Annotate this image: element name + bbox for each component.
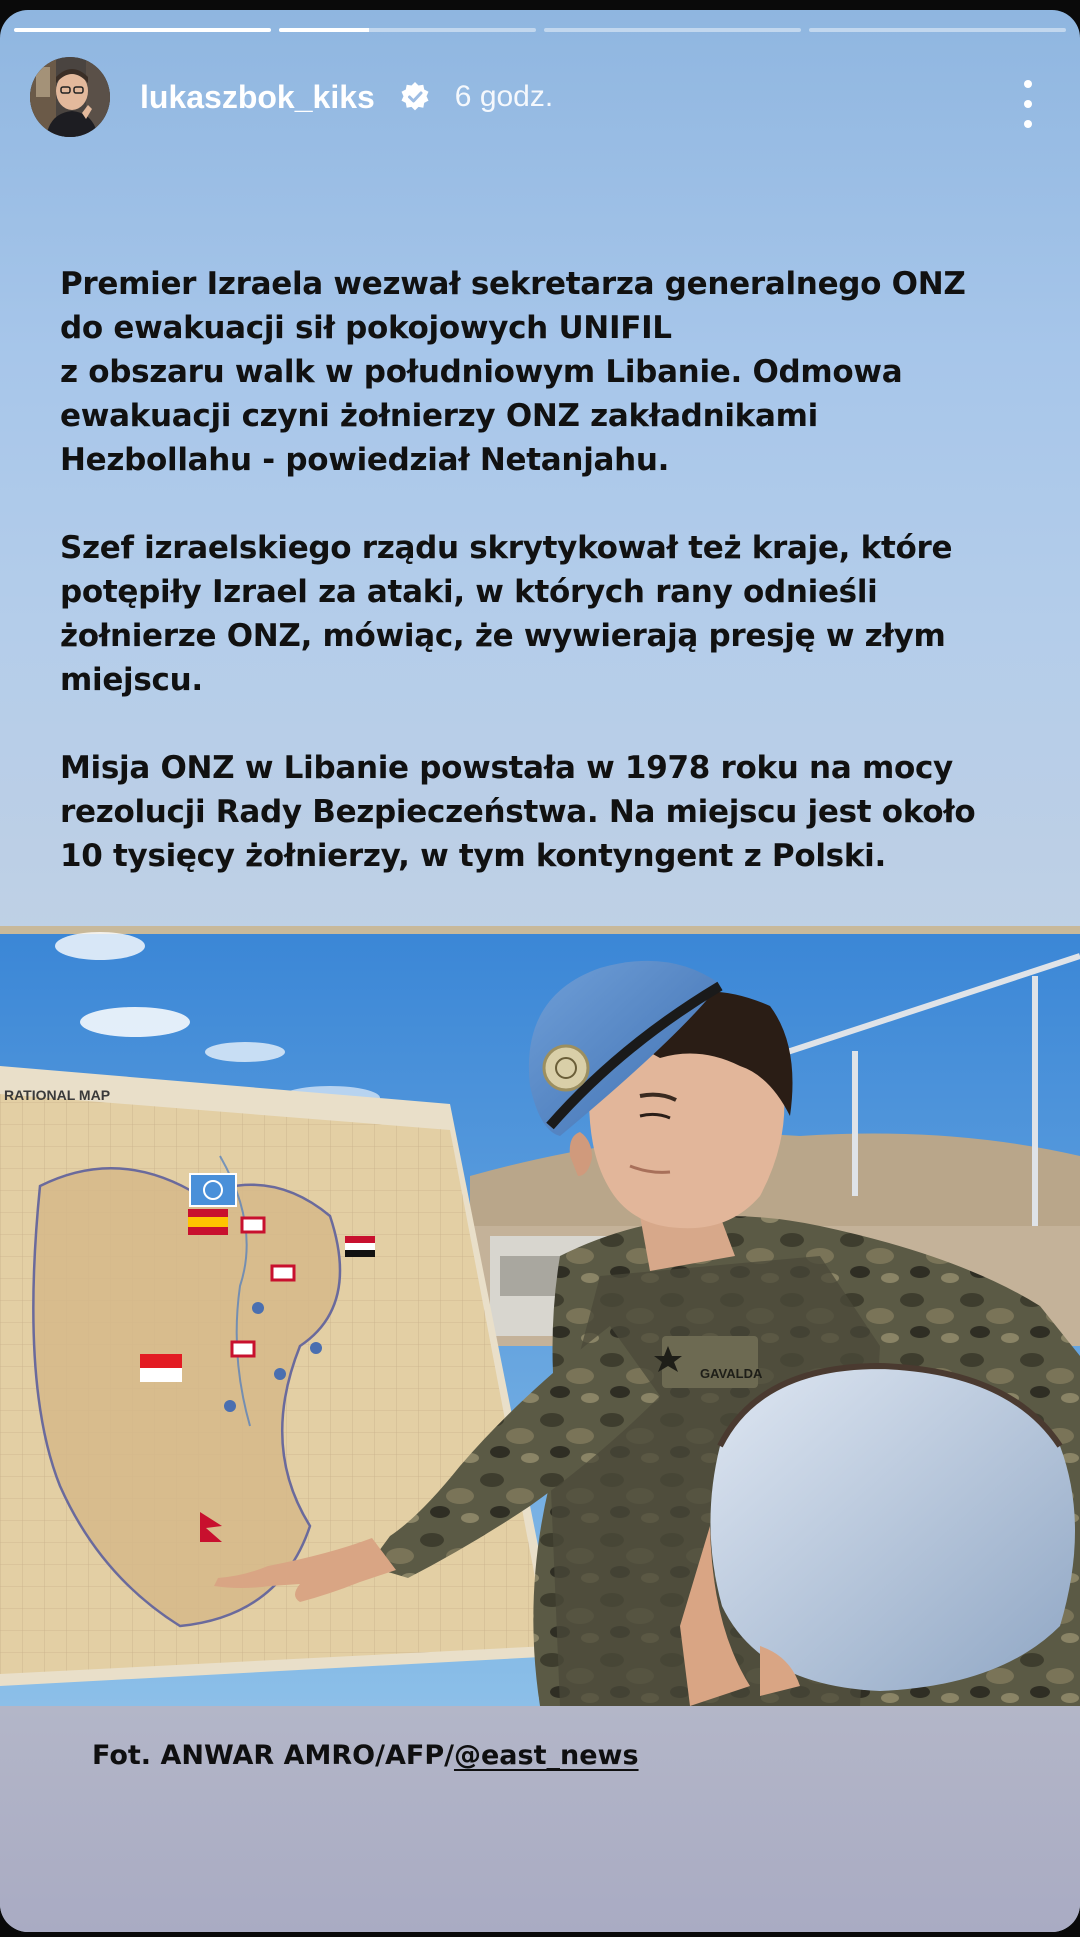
progress-segment bbox=[279, 28, 536, 32]
post-photo bbox=[0, 926, 1080, 1706]
story-container[interactable] bbox=[0, 10, 1080, 1932]
more-options-button[interactable] bbox=[1016, 80, 1040, 128]
photo-credit-handle[interactable]: @east_news bbox=[453, 1740, 639, 1771]
more-dots-icon bbox=[1024, 80, 1032, 88]
story-progress-bar bbox=[14, 28, 1066, 32]
photo-credit-prefix: Fot. ANWAR AMRO/AFP/ bbox=[92, 1740, 454, 1771]
un-soldier-map-photo bbox=[0, 926, 1080, 1706]
verified-badge-icon bbox=[399, 81, 431, 113]
progress-segment bbox=[544, 28, 801, 32]
post-time: 6 godz. bbox=[454, 80, 554, 113]
story-header bbox=[30, 56, 553, 138]
post-paragraph-3: Misja ONZ w Libanie powstała w 1978 roku na mocy rezolucji Rady Bezpieczeństwa. Na miejscu jest około 10 tysięcy żołnierzy, w tym kontyngent z Polski. bbox=[60, 750, 976, 874]
progress-fill bbox=[279, 28, 369, 32]
progress-segment bbox=[809, 28, 1066, 32]
post-text bbox=[60, 262, 1020, 922]
map-title-text: RATIONAL MAP bbox=[4, 1087, 111, 1103]
name-tape-text: GAVALDA bbox=[700, 1366, 763, 1381]
username[interactable]: lukaszbok_kiks bbox=[140, 78, 375, 115]
photo-credit bbox=[92, 1740, 639, 1771]
post-paragraph-2: Szef izraelskiego rządu skrytykował też kraje, które potępiły Izrael za ataki, w których rany odnieśli żołnierze ONZ, mówiąc, że wywierają presję w złym miejscu. bbox=[60, 530, 953, 698]
post-paragraph-1: Premier Izraela wezwał sekretarza generalnego ONZ do ewakuacji sił pokojowych UNIFIL z obszaru walk w południowym Libanie. Odmowa ewakuacji czyni żołnierzy ONZ zakładnikami Hezbollahu - powiedział Netanjahu. bbox=[60, 266, 966, 478]
caption-area bbox=[0, 1706, 1080, 1932]
avatar[interactable] bbox=[30, 57, 110, 137]
progress-segment bbox=[14, 28, 271, 32]
progress-fill bbox=[14, 28, 271, 32]
avatar-image bbox=[30, 57, 110, 137]
